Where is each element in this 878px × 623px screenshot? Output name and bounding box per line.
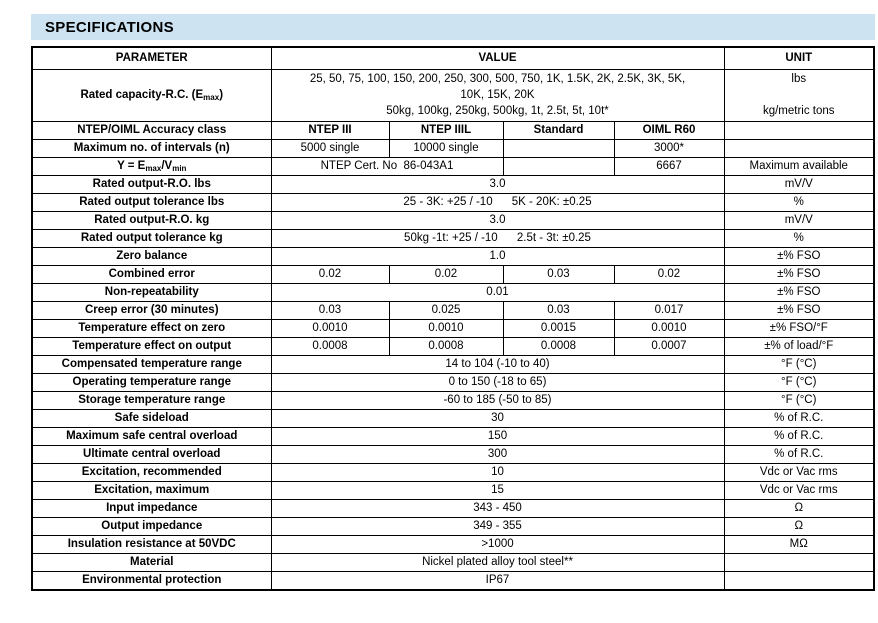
value-cell: 349 - 355 (271, 517, 724, 535)
parameter-label: Ultimate central overload (32, 445, 271, 463)
value-cell: 30 (271, 409, 724, 427)
value-cell: 6667 (614, 157, 724, 175)
unit-cell: % (724, 229, 874, 247)
unit-cell: °F (°C) (724, 373, 874, 391)
value-cell: 50kg -1t: +25 / -10 2.5t - 3t: ±0.25 (271, 229, 724, 247)
parameter-label: Rated output-R.O. lbs (32, 175, 271, 193)
value-cell: 0.0008 (271, 337, 389, 355)
unit-cell: Maximum available (724, 157, 874, 175)
unit-cell: °F (°C) (724, 391, 874, 409)
parameter-label: Input impedance (32, 499, 271, 517)
table-row (32, 373, 874, 391)
table-row (32, 535, 874, 553)
parameter-label: NTEP/OIML Accuracy class (32, 121, 271, 139)
table-row (32, 445, 874, 463)
value-cell: Standard (503, 121, 614, 139)
unit-cell (724, 571, 874, 590)
table-row (32, 391, 874, 409)
unit-cell: mV/V (724, 175, 874, 193)
parameter-label: Maximum safe central overload (32, 427, 271, 445)
parameter-label: Insulation resistance at 50VDC (32, 535, 271, 553)
value-cell: 3000* (614, 139, 724, 157)
value-cell: 10000 single (389, 139, 503, 157)
parameter-label: Operating temperature range (32, 373, 271, 391)
unit-cell: MΩ (724, 535, 874, 553)
value-cell: 0.0010 (389, 319, 503, 337)
parameter-label: Rated capacity-R.C. $(E_{max})$ (32, 69, 271, 121)
unit-cell: ±% FSO (724, 247, 874, 265)
parameter-label: Environmental protection (32, 571, 271, 590)
table-row (32, 229, 874, 247)
value-line: 25, 50, 75, 100, 150, 200, 250, 300, 500, 750, 1K, 1.5K, 2K, 2.5K, 3K, 5K, (309, 73, 686, 85)
unit-cell: ±% FSO/°F (724, 319, 874, 337)
value-cell: 0 to 150 (-18 to 65) (271, 373, 724, 391)
parameter-label: $Y = E_{max}/V_{min}$ (32, 157, 271, 175)
parameter-label: Excitation, recommended (32, 463, 271, 481)
unit-cell: % of R.C. (724, 409, 874, 427)
value-cell: OIML R60 (614, 121, 724, 139)
table-row (32, 139, 874, 157)
unit-cell (724, 139, 874, 157)
table-row (32, 301, 874, 319)
value-cell: Nickel plated alloy tool steel** (271, 553, 724, 571)
parameter-label: Creep error (30 minutes) (32, 301, 271, 319)
parameter-label: Rated output tolerance lbs (32, 193, 271, 211)
value-line: 50kg, 100kg, 250kg, 500kg, 1t, 2.5t, 5t, 10t* (386, 105, 609, 117)
parameter-label: Rated output tolerance kg (32, 229, 271, 247)
unit-cell: ±% FSO (724, 283, 874, 301)
section-header-bar (31, 14, 875, 40)
parameter-label: Storage temperature range (32, 391, 271, 409)
value-cell (503, 139, 614, 157)
table-row (32, 247, 874, 265)
table-row (32, 499, 874, 517)
table-row (32, 571, 874, 590)
value-cell: 0.0008 (503, 337, 614, 355)
value-cell: 0.03 (503, 301, 614, 319)
value-cell: >1000 (271, 535, 724, 553)
parameter-label: Zero balance (32, 247, 271, 265)
unit-cell: % (724, 193, 874, 211)
parameter-label: Rated output-R.O. kg (32, 211, 271, 229)
column-header-parameter: PARAMETER (32, 47, 271, 69)
value-cell: 0.02 (271, 265, 389, 283)
table-row (32, 517, 874, 535)
unit-cell: Vdc or Vac rms (724, 481, 874, 499)
value-cell: 0.017 (614, 301, 724, 319)
value-cell: 0.0008 (389, 337, 503, 355)
specifications-table (31, 46, 875, 591)
value-cell: 0.03 (503, 265, 614, 283)
table-row (32, 193, 874, 211)
value-cell: 0.02 (614, 265, 724, 283)
table-row (32, 337, 874, 355)
value-cell: 5000 single (271, 139, 389, 157)
column-header-unit: UNIT (724, 47, 874, 69)
table-row (32, 211, 874, 229)
value-cell: 0.02 (389, 265, 503, 283)
unit-cell: ±% FSO (724, 265, 874, 283)
unit-cell: mV/V (724, 211, 874, 229)
unit-line: kg/metric tons (762, 105, 835, 117)
value-cell: NTEP III (271, 121, 389, 139)
value-cell: 14 to 104 (-10 to 40) (271, 355, 724, 373)
value-cell (271, 69, 724, 121)
unit-cell (724, 69, 874, 121)
parameter-label: Non-repeatability (32, 283, 271, 301)
value-cell: 3.0 (271, 211, 724, 229)
unit-cell: % of R.C. (724, 445, 874, 463)
table-row (32, 69, 874, 121)
table-row (32, 463, 874, 481)
value-cell: 0.03 (271, 301, 389, 319)
unit-cell: Ω (724, 499, 874, 517)
parameter-label: Maximum no. of intervals (n) (32, 139, 271, 157)
unit-cell: % of R.C. (724, 427, 874, 445)
value-cell: 0.0010 (614, 319, 724, 337)
value-cell: 0.0015 (503, 319, 614, 337)
table-row (32, 175, 874, 193)
table-row (32, 319, 874, 337)
table-row (32, 121, 874, 139)
unit-line (729, 87, 870, 103)
parameter-label: Material (32, 553, 271, 571)
value-cell: IP67 (271, 571, 724, 590)
value-cell: 0.01 (271, 283, 724, 301)
table-row (32, 409, 874, 427)
parameter-label: Output impedance (32, 517, 271, 535)
value-cell: 300 (271, 445, 724, 463)
value-cell: NTEP Cert. No 86-043A1 (271, 157, 503, 175)
unit-cell (724, 553, 874, 571)
spec-table-body (32, 69, 874, 590)
value-cell: 15 (271, 481, 724, 499)
table-row (32, 553, 874, 571)
unit-cell: Ω (724, 517, 874, 535)
table-row (32, 283, 874, 301)
table-header-row (32, 47, 874, 69)
table-row (32, 481, 874, 499)
parameter-label: Temperature effect on zero (32, 319, 271, 337)
value-cell: 3.0 (271, 175, 724, 193)
value-cell: 150 (271, 427, 724, 445)
value-cell (503, 157, 614, 175)
page-title: SPECIFICATIONS (45, 18, 174, 36)
value-cell: -60 to 185 (-50 to 85) (271, 391, 724, 409)
value-cell: 25 - 3K: +25 / -10 5K - 20K: ±0.25 (271, 193, 724, 211)
unit-cell: Vdc or Vac rms (724, 463, 874, 481)
parameter-label: Safe sideload (32, 409, 271, 427)
parameter-label: Compensated temperature range (32, 355, 271, 373)
unit-line: lbs (791, 73, 807, 85)
table-row (32, 427, 874, 445)
column-header-value: VALUE (271, 47, 724, 69)
value-cell: 10 (271, 463, 724, 481)
value-cell: NTEP IIIL (389, 121, 503, 139)
value-cell: 0.0007 (614, 337, 724, 355)
value-cell: 343 - 450 (271, 499, 724, 517)
table-row (32, 265, 874, 283)
value-cell: 0.0010 (271, 319, 389, 337)
unit-cell (724, 121, 874, 139)
value-cell: 0.025 (389, 301, 503, 319)
table-row (32, 157, 874, 175)
unit-cell: ±% of load/°F (724, 337, 874, 355)
parameter-label: Temperature effect on output (32, 337, 271, 355)
value-line: 10K, 15K, 20K (460, 89, 535, 101)
unit-cell: °F (°C) (724, 355, 874, 373)
unit-cell: ±% FSO (724, 301, 874, 319)
value-cell: 1.0 (271, 247, 724, 265)
parameter-label: Excitation, maximum (32, 481, 271, 499)
parameter-label: Combined error (32, 265, 271, 283)
table-row (32, 355, 874, 373)
